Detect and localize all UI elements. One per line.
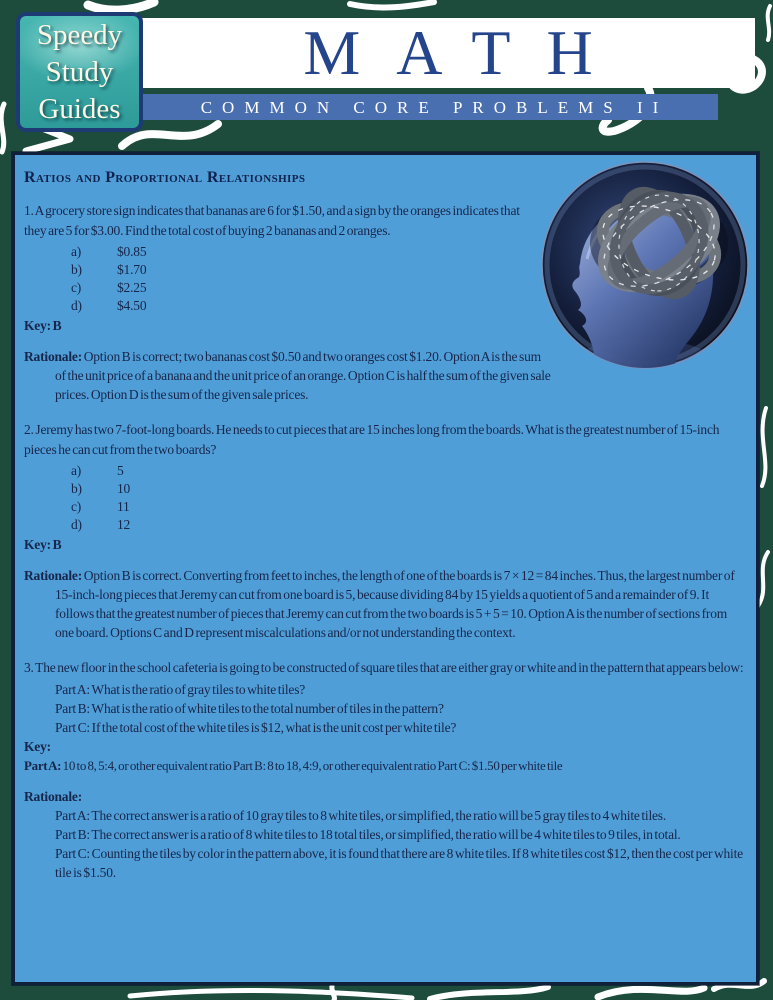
option-value: 11 [117, 499, 130, 514]
rationale-label: Rationale: [24, 568, 82, 583]
option-label: a) [71, 463, 82, 478]
question-3-rationale-label: Rationale: [24, 789, 82, 804]
question-3-rationale-part-c: Part C: Counting the tiles by color in the pattern above, it is found that there are 8 white tiles. If 8 white tiles cost $12, then the cost per white tile is $1.50. [55, 846, 743, 880]
key-answer-text: 10 to 8, 5:4, or other equivalent ratio Part B: 8 to 18, 4:9, or other equivalent ratio Part C: $1.50 per white tile [62, 758, 563, 773]
option-label: b) [71, 262, 82, 277]
option-value: 10 [117, 481, 131, 496]
page-title: MATH [303, 17, 629, 88]
option-label: d) [71, 298, 82, 313]
brain-knot-svg [539, 159, 751, 371]
logo-line-2: Study [45, 55, 114, 88]
option-value: $0.85 [117, 244, 147, 259]
option-value: $2.25 [117, 280, 147, 295]
question-3-part-c: Part C: If the total cost of the white tiles is $12, what is the unit cost per white tile? [55, 720, 457, 735]
title-band [141, 18, 755, 88]
brain-knot-image [539, 159, 751, 371]
option-value: 12 [117, 517, 131, 532]
question-3-rationale-part-b: Part B: The correct answer is a ratio of 8 white tiles to 18 total tiles, or simplified, the ratio will be 4 white tiles to 9 tiles, in total. [55, 827, 681, 842]
page-subtitle: COMMON CORE PROBLEMS II [200, 97, 669, 117]
question-1-key: Key: B [24, 318, 62, 333]
option-label: a) [71, 244, 82, 259]
question-1-text: 1. A grocery store sign indicates that bananas are 6 for $1.50, and a sign by the oranges indicates that they are 5 for $3.00. Find the total cost of buying 2 bananas and 2 oranges. [24, 203, 520, 238]
option-row [24, 462, 747, 480]
option-row [24, 480, 747, 498]
key-answer-label: Part A: [24, 758, 62, 773]
option-label: c) [71, 280, 82, 295]
option-row [24, 498, 747, 516]
question-3-part-b: Part B: What is the ratio of white tiles to the total number of tiles in the pattern? [55, 701, 444, 716]
question-2-key: Key: B [24, 537, 62, 552]
option-value: $4.50 [117, 298, 147, 313]
question-3-text: 3. The new floor in the school cafeteria is going to be constructed of square tiles that are either gray or white and in the pattern that appears below: [24, 660, 744, 675]
question-3-part-a: Part A: What is the ratio of gray tiles to white tiles? [55, 682, 306, 697]
speedy-study-guides-logo [16, 12, 143, 132]
option-value: $1.70 [117, 262, 147, 277]
rationale-text: Option B is correct; two bananas cost $0.50 and two oranges cost $1.20. Option A is the sum of the unit price of a banana and the unit price of an orange. Option C is half the sum of the given sale prices. Option D is the sum of the given sale prices. [55, 349, 551, 402]
question-2-rationale [24, 566, 747, 642]
question-3-rationale-part-a: Part A: The correct answer is a ratio of 10 gray tiles to 8 white tiles, or simplified, the ratio will be 5 gray tiles to 4 white tiles. [55, 808, 667, 823]
question-2-text: 2. Jeremy has two 7-foot-long boards. He needs to cut pieces that are 15 inches long from the boards. What is the greatest number of 15-inch pieces he can cut from the two boards? [24, 422, 720, 457]
content-panel [12, 152, 759, 985]
rationale-text: Option B is correct. Converting from feet to inches, the length of one of the boards is 7 × 12 = 84 inches. Thus, the largest number of 15-inch-long pieces that Jeremy can cut from one board is 5, because dividing 84 by 15 yields a quotient of 5 and a remainder of 9. It follows that the greatest number of pieces that Jeremy can cut from the two boards is 5 + 5 = 10. Option A is the number of sections from one board. Options C and D represent miscalculations and/or not understanding the context. [55, 568, 735, 640]
question-2-options [24, 462, 747, 534]
section-title: Ratios and Proportional Relationships [24, 169, 306, 186]
logo-line-1: Speedy [36, 18, 123, 51]
question-3-key: Key: [24, 739, 51, 754]
subtitle-band [141, 94, 718, 120]
option-row [24, 516, 747, 534]
rationale-label: Rationale: [24, 349, 82, 364]
option-label: c) [71, 499, 82, 514]
option-value: 5 [117, 463, 124, 478]
option-label: d) [71, 517, 82, 532]
logo-line-3: Guides [38, 92, 121, 125]
option-label: b) [71, 481, 82, 496]
question-3-key-answer [24, 756, 747, 775]
